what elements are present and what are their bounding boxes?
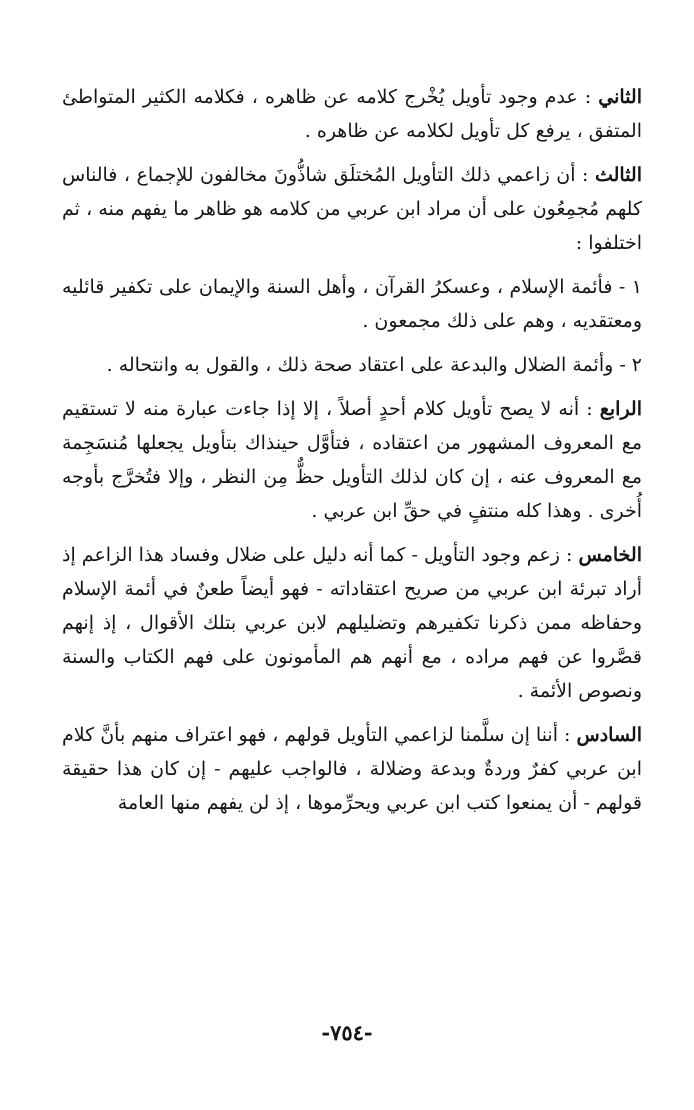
- paragraph-third: [62, 158, 642, 260]
- paragraph-text: : أننا إن سلَّمنا لزاعمي التأويل قولهم ، فهو اعتراف منهم بأنَّ كلام ابن عربي كفرٌ وردةٌ وبدعة وضلالة ، فالواجب عليهم - إن كان هذا حقيقة قولهم - أن يمنعوا كتب ابن عربي ويحرِّموها ، إذ لن يفهم منها العامة: [62, 724, 642, 814]
- paragraph-text: : أن زاعمي ذلك التأويل المُختلَق شاذُّونَ مخالفون للإجماع ، فالناس كلهم مُجمِعُون على أن مراد ابن عربي من كلامه هو ظاهر ما يفهم منه ، ثم اختلفوا :: [62, 164, 642, 254]
- paragraph-fourth: [62, 392, 642, 528]
- paragraph-text: : أنه لا يصح تأويل كلام أحدٍ أصلاً ، إلا إذا جاءت عبارة منه لا تستقيم مع المعروف المشهور من اعتقاده ، فتأوَّل حينذاك بتأويل يجعلها مُنسَجِمة مع المعروف عنه ، إن كان لذلك التأويل حظٌّ مِن النظر ، وإلا فتُخرَّج بأوجه أُخرى . وهذا كله منتفٍ في حقِّ ابن عربي .: [62, 398, 642, 522]
- paragraph-text: ٢ - وأئمة الضلال والبدعة على اعتقاد صحة ذلك ، والقول به وانتحاله .: [106, 354, 642, 376]
- paragraph-fifth: [62, 538, 642, 708]
- paragraph-second: [62, 80, 642, 148]
- paragraph-text: ١ - فأئمة الإسلام ، وعسكرُ القرآن ، وأهل السنة والإيمان على تكفير قائليه ومعتقديه ، وهم على ذلك مجمعون .: [62, 276, 642, 332]
- paragraph-text: : زعم وجود التأويل - كما أنه دليل على ضلال وفساد هذا الزاعم إذ أراد تبرئة ابن عربي من صريح اعتقاداته - فهو أيضاً طعنٌ في أئمة الإسلام وحفاظه ممن ذكرنا تكفيرهم وتضليلهم لابن عربي بتلك الأقوال ، إذ إنهم قصَّروا عن فهم مراده ، مع أنهم هم المأمونون على فهم الكتاب والسنة ونصوص الأئمة .: [62, 544, 642, 702]
- paragraph-label: الثاني: [598, 86, 642, 108]
- paragraph-sixth: [62, 718, 642, 820]
- paragraph-label: السادس: [576, 724, 642, 746]
- list-item-one: [62, 270, 642, 338]
- paragraph-text: : عدم وجود تأويل يُخْرج كلامه عن ظاهره ، فكلامه الكثير المتواطئ المتفق ، يرفع كل تأويل لكلامه عن ظاهره .: [62, 86, 642, 142]
- paragraph-label: الخامس: [578, 544, 642, 566]
- paragraph-label: الثالث: [594, 164, 642, 186]
- list-item-two: [62, 348, 642, 382]
- paragraph-label: الرابع: [599, 398, 642, 420]
- page-number: -٧٥٤-: [321, 1020, 373, 1045]
- page-body: [62, 80, 642, 820]
